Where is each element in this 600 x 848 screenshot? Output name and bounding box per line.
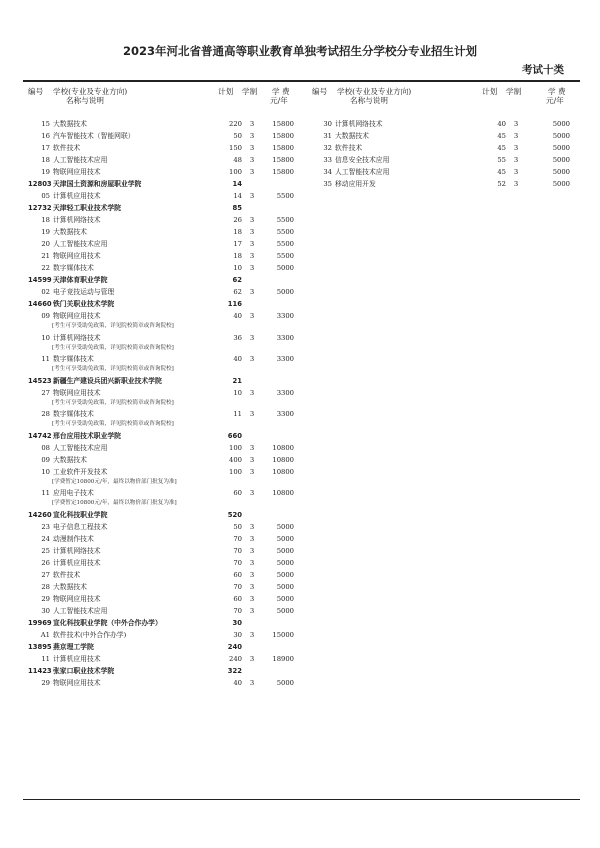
major-row <box>28 166 310 178</box>
major-years: 3 <box>249 240 255 248</box>
major-code: 11 <box>41 355 50 363</box>
school-plan-total: 62 <box>232 276 242 284</box>
major-row <box>28 454 310 466</box>
school-plan-total: 85 <box>232 204 242 212</box>
major-row <box>28 569 310 581</box>
major-fee: 5000 <box>276 264 294 272</box>
school-code: 13895 <box>28 642 52 651</box>
major-years: 3 <box>249 443 255 452</box>
major-code: 17 <box>41 144 50 152</box>
major-row <box>28 310 310 322</box>
major-plan: 40 <box>233 678 242 687</box>
major-plan: 70 <box>233 582 242 591</box>
major-fee: 15000 <box>272 630 294 639</box>
major-plan: 45 <box>497 144 506 152</box>
major-plan: 100 <box>229 168 242 176</box>
major-fee: 5500 <box>276 252 294 260</box>
major-code: 34 <box>323 168 332 176</box>
major-code: 30 <box>323 120 332 128</box>
major-years: 3 <box>249 312 255 320</box>
major-row <box>28 118 310 130</box>
major-name: 计算机应用技术 <box>53 192 101 200</box>
major-code: 35 <box>323 180 332 188</box>
school-plan-total: 21 <box>232 376 242 385</box>
major-plan: 40 <box>497 120 506 128</box>
major-code: 27 <box>41 388 50 397</box>
major-name: 人工智能技术应用 <box>53 240 108 248</box>
major-fee: 15800 <box>272 132 294 140</box>
school-plan-total: 520 <box>227 510 242 519</box>
school-name: 宣化科技职业学院（中外合作办学） <box>53 618 162 627</box>
major-code: 19 <box>41 228 50 236</box>
major-years: 3 <box>249 522 255 531</box>
school-name: 天津体育职业学院 <box>53 276 108 284</box>
major-plan: 50 <box>233 522 242 531</box>
major-plan: 400 <box>229 455 242 464</box>
major-years: 3 <box>249 216 255 224</box>
major-code: 26 <box>41 558 50 567</box>
major-plan: 240 <box>229 654 242 663</box>
major-code: 23 <box>41 522 50 531</box>
header-school-line1: 学校(专业及专业方向) <box>53 87 128 96</box>
major-name: 大数据技术 <box>53 455 87 464</box>
header-school-line2: 名称与说明 <box>66 96 104 105</box>
major-years: 3 <box>249 388 255 397</box>
school-code: 11423 <box>28 666 52 675</box>
bottom-rule <box>23 799 580 800</box>
major-plan: 70 <box>233 534 242 543</box>
major-fee: 18900 <box>272 654 294 663</box>
header-years: 学制 <box>506 87 522 96</box>
major-fee: 15800 <box>272 144 294 152</box>
major-row <box>28 238 310 250</box>
major-code: 29 <box>41 594 50 603</box>
page-title: 2023年河北省普通高等职业教育单独考试招生分学校分专业招生计划 <box>122 44 477 58</box>
major-name: 物联网应用技术 <box>53 388 101 397</box>
major-code: 09 <box>41 455 50 464</box>
major-code: A1 <box>40 630 50 639</box>
major-row <box>312 130 580 142</box>
major-code: 18 <box>41 216 50 224</box>
major-fee: 5500 <box>276 216 294 224</box>
header-fee-line1: 学 费 <box>548 87 566 96</box>
major-row <box>312 154 580 166</box>
major-row <box>28 142 310 154</box>
major-code: 31 <box>323 132 332 140</box>
major-code: 28 <box>41 582 50 591</box>
major-fee: 5000 <box>276 570 294 579</box>
major-code: 16 <box>41 132 50 140</box>
school-row <box>28 430 310 442</box>
major-row <box>312 118 580 130</box>
major-fee: 15800 <box>272 120 294 128</box>
major-fee: 5000 <box>276 582 294 591</box>
major-years: 3 <box>249 594 255 603</box>
major-name: 应用电子技术 <box>53 489 94 497</box>
school-name: 宣化科技职业学院 <box>53 510 108 519</box>
major-fee: 10800 <box>272 489 294 497</box>
school-row <box>28 375 310 387</box>
major-years: 3 <box>513 144 519 152</box>
major-name: 人工智能技术应用 <box>53 443 108 452</box>
header-code: 编号 <box>312 87 328 96</box>
major-code: 19 <box>41 168 50 176</box>
major-fee: 5000 <box>552 120 570 128</box>
header-fee-line2: 元/年 <box>270 96 288 105</box>
major-years: 3 <box>249 410 255 418</box>
major-name: 计算机网络技术 <box>53 546 101 555</box>
left-header <box>28 87 310 115</box>
major-name: 物联网应用技术 <box>53 594 101 603</box>
major-fee: 5000 <box>552 168 570 176</box>
major-name: 数字媒体技术 <box>53 355 94 363</box>
major-code: 29 <box>41 678 50 687</box>
major-years: 3 <box>513 180 519 188</box>
major-row <box>28 545 310 557</box>
major-row <box>28 332 310 344</box>
major-plan: 10 <box>233 264 242 272</box>
major-years: 3 <box>249 546 255 555</box>
major-code: 10 <box>41 333 50 342</box>
major-fee: 10800 <box>272 455 294 464</box>
major-row <box>28 557 310 569</box>
major-row <box>28 487 310 499</box>
major-fee: 5000 <box>552 180 570 188</box>
major-row <box>312 178 580 190</box>
major-note: [考生可享受助免政策，详见院校简章或咨询院校] <box>52 421 174 427</box>
major-note: [学费暂定10800元/年，最终以物价部门批复为准] <box>52 500 177 506</box>
major-code: 20 <box>41 240 50 248</box>
major-years: 3 <box>513 156 519 164</box>
major-row <box>28 250 310 262</box>
major-name: 计算机网络技术 <box>53 333 101 342</box>
major-plan: 40 <box>233 312 242 320</box>
major-years: 3 <box>249 355 255 363</box>
school-row <box>28 274 310 286</box>
major-years: 3 <box>249 455 255 464</box>
major-fee: 5000 <box>276 558 294 567</box>
right-header <box>312 87 580 115</box>
major-years: 3 <box>249 654 255 663</box>
major-row <box>312 166 580 178</box>
major-row <box>28 466 310 478</box>
school-row <box>28 641 310 653</box>
school-plan-total: 660 <box>227 431 242 440</box>
header-code: 编号 <box>28 87 44 96</box>
header-years: 学制 <box>242 87 258 96</box>
school-name: 天津国土资源和房屋职业学院 <box>53 180 142 188</box>
major-years: 3 <box>249 678 255 687</box>
major-code: 25 <box>41 546 50 555</box>
major-plan: 18 <box>233 228 242 236</box>
school-name: 燕京理工学院 <box>53 642 94 651</box>
major-plan: 52 <box>497 180 506 188</box>
major-name: 动漫制作技术 <box>53 534 94 543</box>
header-school-line2: 名称与说明 <box>350 96 388 105</box>
major-plan: 14 <box>233 192 242 200</box>
major-note: [考生可享受助免政策，详见院校简章或咨询院校] <box>52 399 174 406</box>
major-years: 3 <box>249 168 255 176</box>
major-name: 人工智能技术应用 <box>53 156 108 164</box>
major-fee: 5500 <box>276 192 294 200</box>
major-code: 18 <box>41 156 50 164</box>
major-plan: 70 <box>233 558 242 567</box>
major-code: 22 <box>41 264 50 272</box>
header-plan: 计划 <box>482 87 498 96</box>
major-plan: 11 <box>233 410 242 418</box>
major-row <box>28 154 310 166</box>
major-plan: 18 <box>233 252 242 260</box>
major-plan: 17 <box>233 240 242 248</box>
school-code: 14260 <box>28 510 52 519</box>
major-years: 3 <box>249 144 255 152</box>
major-row <box>28 214 310 226</box>
major-name: 物联网应用技术 <box>53 678 101 687</box>
major-fee: 5000 <box>276 678 294 687</box>
school-plan-total: 240 <box>227 642 242 651</box>
major-fee: 5000 <box>276 522 294 531</box>
major-years: 3 <box>249 570 255 579</box>
major-name: 大数据技术 <box>53 228 87 236</box>
major-name: 软件技术 <box>53 144 81 152</box>
school-row <box>28 509 310 521</box>
major-fee: 3300 <box>276 410 294 418</box>
school-code: 14660 <box>28 300 52 308</box>
school-row <box>28 665 310 677</box>
major-fee: 15800 <box>272 156 294 164</box>
major-years: 3 <box>249 333 255 342</box>
header-fee-line1: 学 费 <box>272 87 290 96</box>
major-name: 计算机应用技术 <box>53 654 101 663</box>
major-plan: 50 <box>233 132 242 140</box>
major-plan: 100 <box>229 467 242 476</box>
major-years: 3 <box>249 264 255 272</box>
major-plan: 60 <box>233 570 242 579</box>
major-name: 数字媒体技术 <box>53 410 94 418</box>
header-school-line1: 学校(专业及专业方向) <box>337 87 412 96</box>
major-code: 09 <box>41 312 50 320</box>
major-years: 3 <box>249 156 255 164</box>
major-name: 计算机应用技术 <box>53 558 101 567</box>
major-years: 3 <box>249 228 255 236</box>
major-row <box>312 142 580 154</box>
top-rule <box>23 80 580 82</box>
major-fee: 5000 <box>276 594 294 603</box>
school-code: 14742 <box>28 431 52 440</box>
major-code: 11 <box>41 489 50 497</box>
major-years: 3 <box>249 582 255 591</box>
school-row <box>28 202 310 214</box>
major-years: 3 <box>249 192 255 200</box>
school-plan-total: 322 <box>227 666 242 675</box>
school-code: 12803 <box>28 180 52 188</box>
major-plan: 10 <box>233 388 242 397</box>
major-note: [学费暂定10800元/年，最终以物价部门批复为准] <box>52 478 177 485</box>
major-years: 3 <box>249 489 255 497</box>
major-code: 21 <box>41 252 50 260</box>
major-name: 物联网应用技术 <box>53 252 101 260</box>
major-code: 24 <box>41 534 50 543</box>
major-name: 工业软件开发技术 <box>53 467 108 476</box>
major-name: 物联网应用技术 <box>53 312 101 320</box>
major-plan: 36 <box>233 333 242 342</box>
major-row <box>28 286 310 298</box>
major-name: 移动应用开发 <box>335 180 376 188</box>
major-row <box>28 629 310 641</box>
major-years: 3 <box>249 630 255 639</box>
major-code: 15 <box>41 120 50 128</box>
major-plan: 55 <box>497 156 506 164</box>
major-row <box>28 262 310 274</box>
school-name: 天津轻工职业技术学院 <box>53 204 121 212</box>
major-years: 3 <box>513 120 519 128</box>
major-fee: 3300 <box>276 388 294 397</box>
major-name: 计算机网络技术 <box>335 120 383 128</box>
major-row <box>28 130 310 142</box>
major-code: 32 <box>323 144 332 152</box>
major-name: 电子信息工程技术 <box>53 522 108 531</box>
school-row <box>28 617 310 629</box>
major-fee: 15800 <box>272 168 294 176</box>
major-row <box>28 190 310 202</box>
major-plan: 45 <box>497 132 506 140</box>
major-name: 大数据技术 <box>335 132 369 140</box>
major-code: 10 <box>41 467 50 476</box>
major-code: 02 <box>41 288 50 296</box>
right-column <box>312 118 580 190</box>
major-row <box>28 408 310 420</box>
major-plan: 26 <box>233 216 242 224</box>
major-fee: 5000 <box>552 132 570 140</box>
major-fee: 5500 <box>276 228 294 236</box>
major-fee: 5500 <box>276 240 294 248</box>
header-fee-line2: 元/年 <box>546 96 564 105</box>
major-note: [考生可享受助免政策，详见院校简章或咨询院校] <box>52 344 174 351</box>
left-column <box>28 118 310 689</box>
major-years: 3 <box>249 467 255 476</box>
major-plan: 70 <box>233 606 242 615</box>
major-row <box>28 653 310 665</box>
major-years: 3 <box>513 132 519 140</box>
major-note: [考生可享受助免政策，详见院校简章或咨询院校] <box>52 323 174 329</box>
major-code: 08 <box>41 443 50 452</box>
major-fee: 5000 <box>552 144 570 152</box>
major-years: 3 <box>249 558 255 567</box>
major-row <box>28 533 310 545</box>
major-code: 27 <box>41 570 50 579</box>
school-code: 19969 <box>28 618 52 627</box>
major-plan: 40 <box>233 355 242 363</box>
major-plan: 60 <box>233 489 242 497</box>
major-row <box>28 442 310 454</box>
major-fee: 3300 <box>276 333 294 342</box>
major-fee: 3300 <box>276 355 294 363</box>
major-years: 3 <box>249 606 255 615</box>
major-row <box>28 226 310 238</box>
major-years: 3 <box>249 534 255 543</box>
major-name: 信息安全技术应用 <box>335 156 390 164</box>
major-name: 人工智能技术应用 <box>335 168 390 176</box>
major-code: 11 <box>41 654 50 663</box>
school-name: 邢台应用技术职业学院 <box>53 431 121 440</box>
school-code: 14523 <box>28 376 52 385</box>
major-fee: 10800 <box>272 443 294 452</box>
major-code: 33 <box>323 156 332 164</box>
header-plan: 计划 <box>218 87 234 96</box>
school-plan-total: 116 <box>227 300 242 308</box>
major-years: 3 <box>513 168 519 176</box>
school-plan-total: 14 <box>232 180 242 188</box>
major-row <box>28 605 310 617</box>
major-name: 大数据技术 <box>53 120 87 128</box>
school-name: 铁门关职业技术学院 <box>53 300 115 308</box>
major-name: 计算机网络技术 <box>53 216 101 224</box>
major-plan: 70 <box>233 546 242 555</box>
major-name: 数字媒体技术 <box>53 264 94 272</box>
major-years: 3 <box>249 252 255 260</box>
major-name: 人工智能技术应用 <box>53 606 108 615</box>
major-plan: 220 <box>229 120 242 128</box>
major-row <box>28 677 310 689</box>
major-fee: 5000 <box>276 546 294 555</box>
major-name: 软件技术 <box>335 144 363 152</box>
major-plan: 48 <box>233 156 242 164</box>
school-name: 新疆生产建设兵团兴新职业技术学院 <box>53 376 162 385</box>
major-years: 3 <box>249 120 255 128</box>
school-name: 张家口职业技术学院 <box>53 666 115 675</box>
major-plan: 45 <box>497 168 506 176</box>
major-row <box>28 593 310 605</box>
major-plan: 100 <box>229 443 242 452</box>
major-fee: 5000 <box>276 534 294 543</box>
major-years: 3 <box>249 288 255 296</box>
major-fee: 3300 <box>276 312 294 320</box>
major-name: 软件技术 <box>53 570 81 579</box>
major-note: [考生可享受助免政策，详见院校简章或咨询院校] <box>52 366 174 372</box>
major-row <box>28 353 310 365</box>
major-plan: 30 <box>233 630 242 639</box>
major-fee: 5000 <box>276 606 294 615</box>
major-years: 3 <box>249 132 255 140</box>
major-name: 软件技术(中外合作办学) <box>53 630 127 639</box>
major-row <box>28 581 310 593</box>
major-name: 电子竞技运动与管理 <box>53 288 115 296</box>
major-code: 30 <box>41 606 50 615</box>
major-name: 物联网应用技术 <box>53 168 101 176</box>
school-row <box>28 298 310 310</box>
major-fee: 5000 <box>276 288 294 296</box>
school-code: 12732 <box>28 204 52 212</box>
exam-category-label: 考试十类 <box>522 64 564 76</box>
major-name: 大数据技术 <box>53 582 87 591</box>
school-row <box>28 178 310 190</box>
major-code: 05 <box>41 192 50 200</box>
major-plan: 62 <box>233 288 242 296</box>
school-plan-total: 30 <box>232 618 242 627</box>
major-plan: 60 <box>233 594 242 603</box>
major-plan: 150 <box>229 144 242 152</box>
major-row <box>28 387 310 399</box>
major-code: 28 <box>41 410 50 418</box>
major-fee: 5000 <box>552 156 570 164</box>
school-code: 14599 <box>28 276 52 284</box>
major-name: 汽车智能技术（智能网联） <box>53 132 135 140</box>
major-fee: 10800 <box>272 467 294 476</box>
major-row <box>28 521 310 533</box>
